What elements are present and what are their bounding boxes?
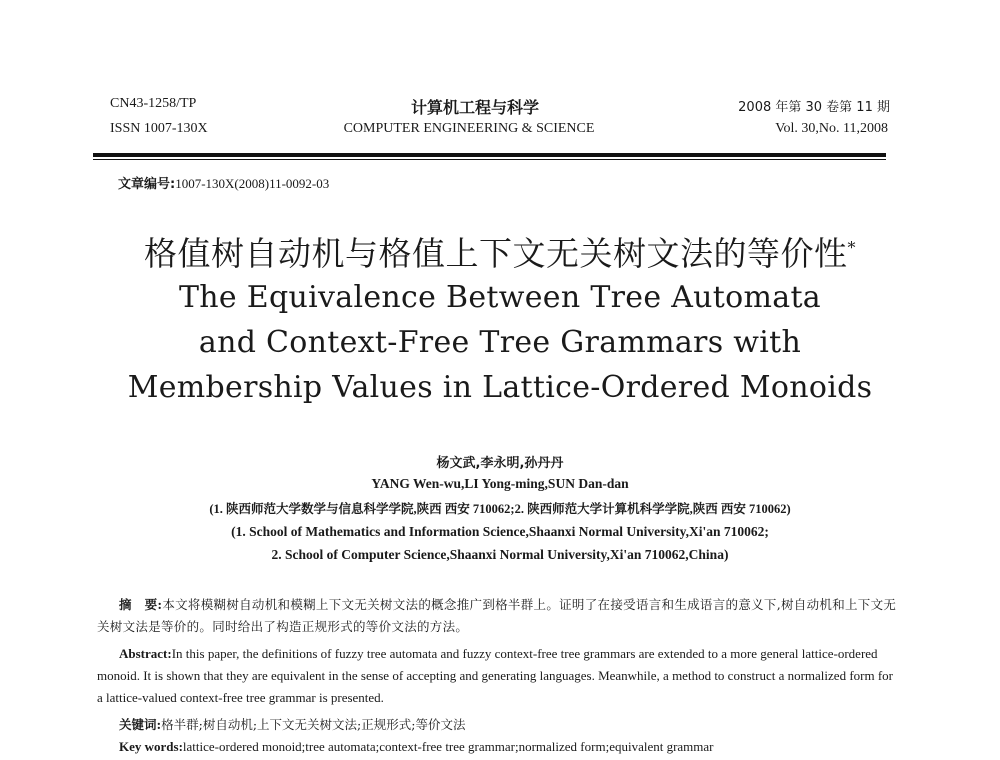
- article-number-value: 1007-130X(2008)11-0092-03: [175, 176, 330, 191]
- abstract-en-text: In this paper, the definitions of fuzzy tree automata and fuzzy context-free tree grammars are extended to a more general lattice-ordered monoid. It is shown that they are equivalent in the sense of accepting and generating languages. Meanwhile, a method to construct a normalized form for a lattice-valued context-free tree grammar is presented.: [97, 646, 894, 705]
- keywords-en: [119, 736, 909, 758]
- issue-en: Vol. 30,No. 11,2008: [775, 121, 888, 136]
- abstract-cn-text: 本文将模糊树自动机和模糊上下文无关树文法的概念推广到格半群上。证明了在接受语言和生成语言的意义下,树自动机和上下文无关树文法是等价的。同时给出了构造正规形式的等价文法的方法。: [97, 597, 897, 634]
- abstract-cn: [97, 594, 897, 638]
- affiliation-cn: (1. 陕西师范大学数学与信息科学学院,陕西 西安 710062;2. 陕西师范大学计算机科学学院,陕西 西安 710062): [209, 502, 791, 516]
- header-rule-thick: [93, 153, 886, 157]
- article-number-label: 文章编号:: [118, 177, 176, 192]
- title-en-line-3: Membership Values in Lattice-Ordered Monoids: [127, 370, 873, 405]
- issn: ISSN 1007-130X: [110, 121, 208, 136]
- keywords-cn: [119, 714, 919, 736]
- title-footnote-mark: *: [847, 238, 856, 257]
- title-cn-text: 格值树自动机与格值上下文无关树文法的等价性: [144, 234, 848, 273]
- keywords-en-label: Key words:: [119, 739, 183, 754]
- header-rule-thin: [93, 159, 886, 160]
- article-number: [118, 173, 329, 192]
- keywords-cn-text: 格半群;树自动机;上下文无关树文法;正规形式;等价文法: [161, 717, 466, 732]
- keywords-en-text: lattice-ordered monoid;tree automata;context-free tree grammar;normalized form;equivalent grammar: [182, 739, 714, 754]
- title-en-line-2: and Context-Free Tree Grammars with: [198, 325, 802, 360]
- authors-cn: 杨文武,李永明,孙丹丹: [436, 456, 564, 471]
- affiliation-en-1: (1. School of Mathematics and Information Science,Shaanxi Normal University,Xi'an 710062;: [231, 524, 769, 539]
- affiliation-en-2: 2. School of Computer Science,Shaanxi Normal University,Xi'an 710062,China): [271, 547, 729, 562]
- keywords-cn-label: 关键词:: [119, 717, 162, 732]
- title-en-line-1: The Equivalence Between Tree Automata: [178, 280, 821, 315]
- issue-cn: 2008 年第 30 卷第 11 期: [738, 100, 890, 115]
- journal-title-en: COMPUTER ENGINEERING & SCIENCE: [343, 121, 595, 136]
- title-cn: [0, 228, 1000, 275]
- cn-code: CN43-1258/TP: [110, 96, 197, 111]
- journal-title-cn: 计算机工程与科学: [410, 98, 539, 117]
- authors-en: YANG Wen-wu,LI Yong-ming,SUN Dan-dan: [371, 476, 629, 491]
- abstract-en: [97, 643, 897, 709]
- abstract-cn-label: 摘 要:: [119, 597, 163, 612]
- abstract-en-label: Abstract:: [119, 646, 172, 661]
